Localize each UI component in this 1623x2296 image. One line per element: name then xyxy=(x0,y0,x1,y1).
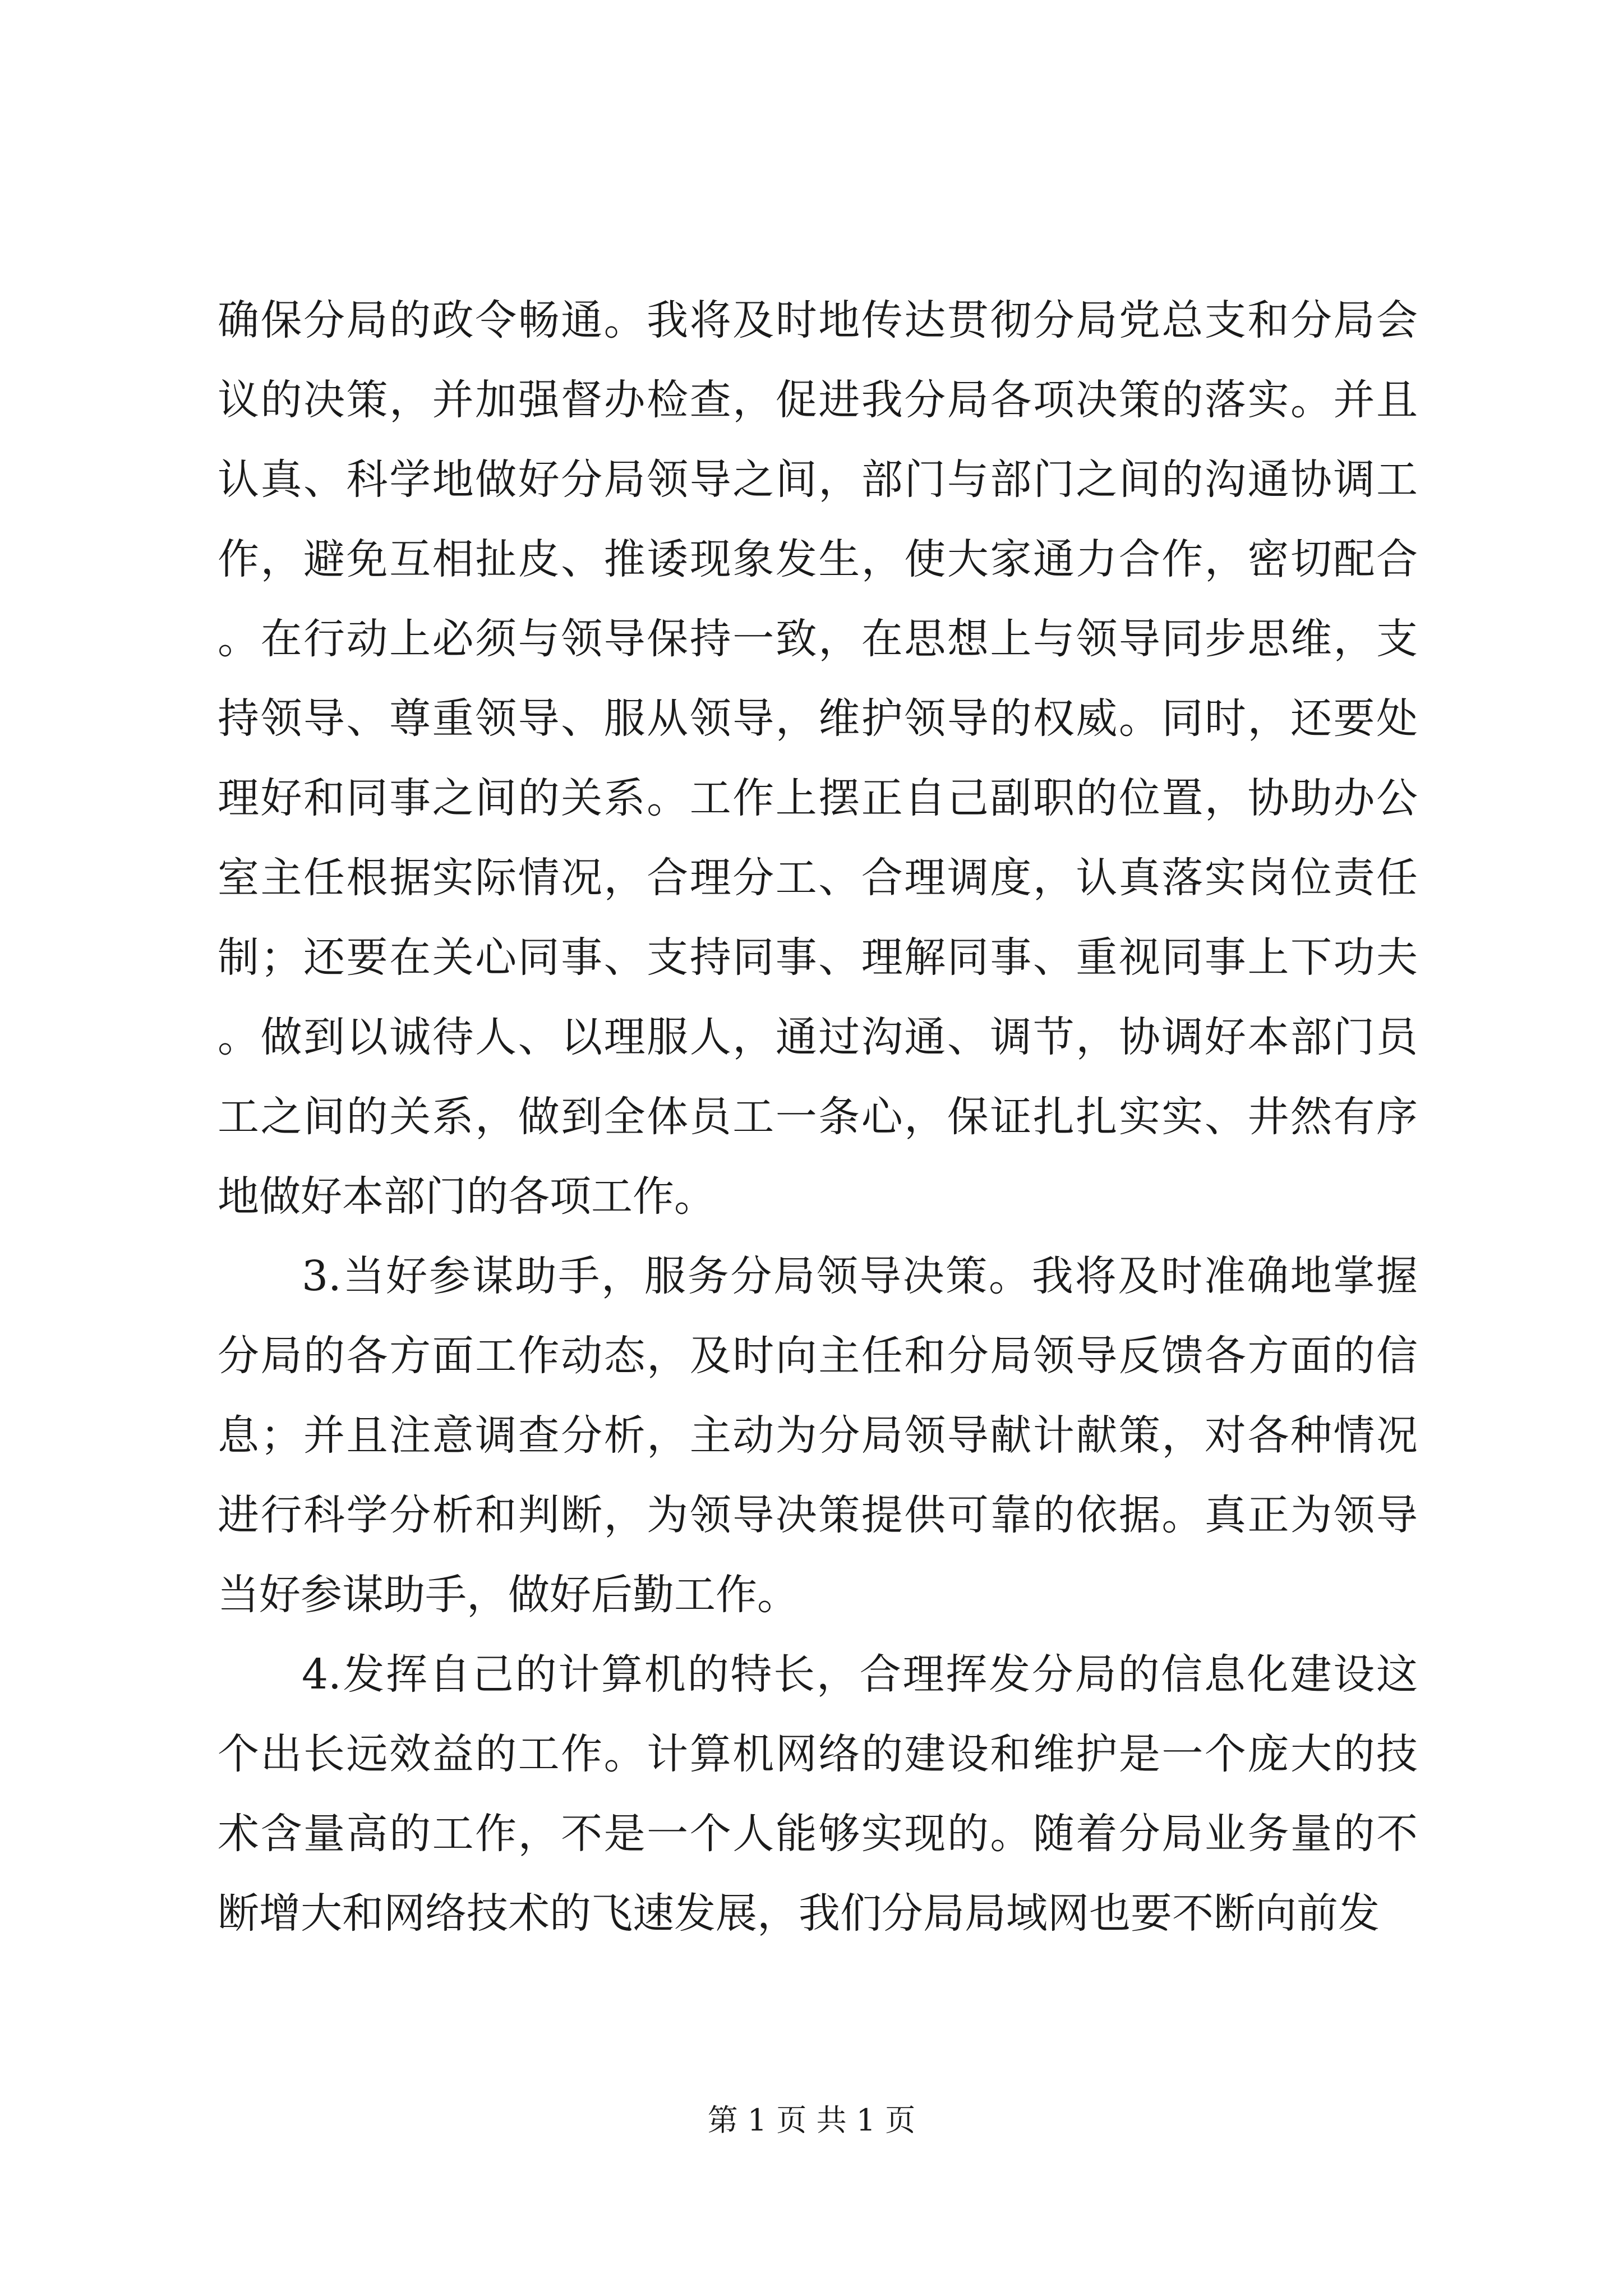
paragraph-text: 确保分局的政令畅通。我将及时地传达贯彻分局党总支和分局会议的决策，并加强督办检查，促进我分局各项决策的落实。并且认真、科学地做好分局领导之间，部门与部门之间的沟通协调工作，避免互相扯皮、推诿现象发生，使大家通力合作，密切配合。在行动上必须与领导保持一致，在思想上与领导同步思维，支持领导、尊重领导、服从领导，维护领导的权威。同时，还要处理好和同事之间的关系。工作上摆正自己副职的位置，协助办公室主任根据实际情况，合理分工、合理调度，认真落实岗位责任制；还要在关心同事、支持同事、理解同事、重视同事上下功夫。做到以诚待人、以理服人，通过沟通、调节，协调好本部门员工之间的关系，做到全体员工一条心，保证扎扎实实、井然有序地做好本部门的各项工作。 xyxy=(218,296,1418,1221)
document-body xyxy=(218,280,1418,1953)
paragraph-text: 3.当好参谋助手，服务分局领导决策。我将及时准确地掌握分局的各方面工作动态，及时向主任和分局领导反馈各方面的信息；并且注意调查分析，主动为分局领导献计献策，对各种情况进行科学分析和判断，为领导决策提供可靠的依据。真正为领导当好参谋助手，做好后勤工作。 xyxy=(218,1252,1418,1619)
page-number-footer: 第 1 页 共 1 页 xyxy=(707,2102,916,2138)
paragraph-text: 4.发挥自己的计算机的特长，合理挥发分局的信息化建设这个出长远效益的工作。计算机网络的建设和维护是一个庞大的技术含量高的工作，不是一个人能够实现的。随着分局业务量的不断增大和网络技术的飞速发展，我们分局局域网也要不断向前发 xyxy=(218,1650,1418,1938)
